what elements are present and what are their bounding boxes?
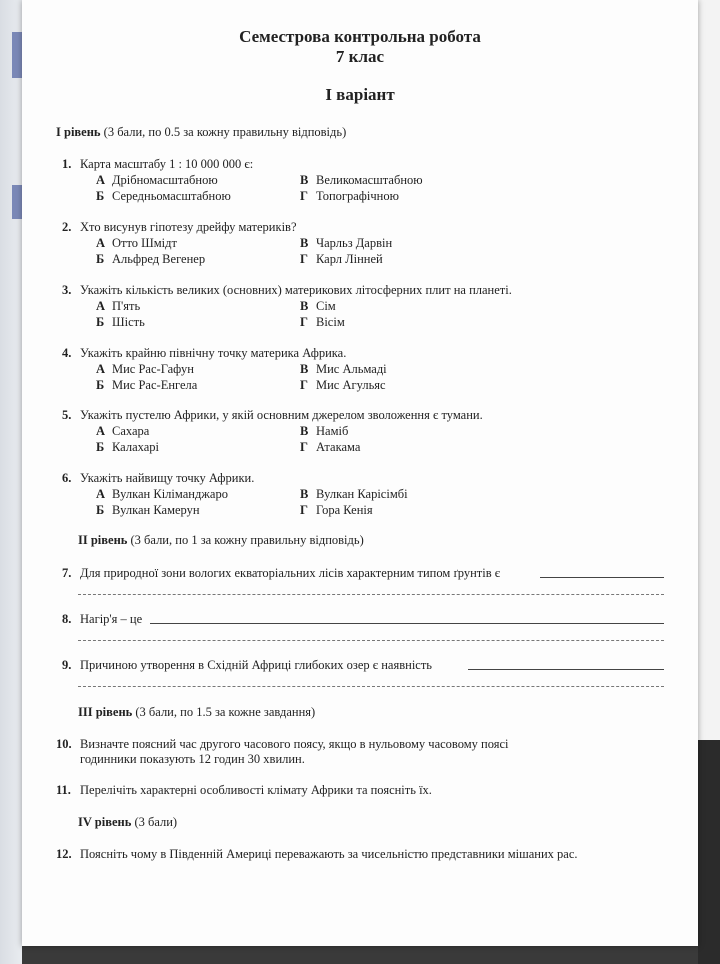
option-text: Вулкан Камерун xyxy=(112,503,200,517)
option-text: Шість xyxy=(112,315,145,329)
background-right-dark xyxy=(698,740,720,964)
answer-line xyxy=(78,594,664,595)
question-number: 3. xyxy=(62,283,72,297)
option-text: Вулкан Кіліманджаро xyxy=(112,487,228,501)
option-v xyxy=(300,486,408,502)
level-note: (3 бали) xyxy=(134,815,178,829)
level-name: ІІ рівень xyxy=(78,533,128,547)
level-name: ІІІ рівень xyxy=(78,705,133,719)
option-letter: Б xyxy=(96,440,105,454)
question-text: Для природної зони вологих екваторіальних лісів характерним типом ґрунтів є xyxy=(80,566,501,580)
option-g xyxy=(300,439,360,455)
question-text: Нагір'я – це xyxy=(80,612,143,626)
option-letter: В xyxy=(300,424,309,438)
option-g xyxy=(300,377,386,393)
question-number: 6. xyxy=(62,471,72,485)
option-text: Великомасштабною xyxy=(316,173,423,187)
option-letter: В xyxy=(300,362,309,376)
option-b xyxy=(96,251,205,267)
option-letter: Г xyxy=(300,189,308,203)
question-text: годинники показують 12 годин 30 хвилин. xyxy=(80,752,305,766)
option-letter: В xyxy=(300,173,309,187)
background-left-strip xyxy=(0,0,22,964)
background-ghost-block xyxy=(12,32,22,78)
option-text: Топографічною xyxy=(316,189,399,203)
doc-variant: І варіант xyxy=(325,85,395,104)
option-b xyxy=(96,377,197,393)
option-letter: Б xyxy=(96,252,105,266)
option-text: Атакама xyxy=(316,440,361,454)
option-text: П'ять xyxy=(112,299,141,313)
question-number: 7. xyxy=(62,566,72,580)
level-1-heading xyxy=(56,124,346,140)
option-letter: В xyxy=(300,487,309,501)
option-g xyxy=(300,251,383,267)
option-letter: А xyxy=(96,173,106,187)
option-letter: Г xyxy=(300,315,308,329)
option-text: Середньомасштабною xyxy=(112,189,231,203)
option-letter: Б xyxy=(96,378,105,392)
option-b xyxy=(96,314,145,330)
option-b xyxy=(96,439,159,455)
level-name: ІV рівень xyxy=(78,815,132,829)
level-3-heading xyxy=(78,704,315,720)
background-right-strip xyxy=(698,0,720,740)
answer-line xyxy=(540,577,664,578)
option-text: Мис Рас-Енгела xyxy=(112,378,198,392)
option-text: Дрібномасштабною xyxy=(112,173,218,187)
question-text: Укажіть кількість великих (основних) материкових літосферних плит на планеті. xyxy=(80,283,512,297)
question-text: Укажіть найвищу точку Африки. xyxy=(80,471,255,485)
option-b xyxy=(96,188,231,204)
option-g xyxy=(300,314,345,330)
question-text: Поясніть чому в Південній Америці переважають за чисельністю представники мішаних рас. xyxy=(80,847,578,861)
question-number: 2. xyxy=(62,220,72,234)
option-letter: А xyxy=(96,487,106,501)
option-v xyxy=(300,361,387,377)
question-number: 8. xyxy=(62,612,72,626)
question-number: 1. xyxy=(62,157,72,171)
option-text: Вулкан Карісімбі xyxy=(316,487,408,501)
option-g xyxy=(300,188,399,204)
option-letter: Г xyxy=(300,503,308,517)
option-letter: Г xyxy=(300,378,308,392)
option-text: Мис Агульяс xyxy=(316,378,386,392)
option-text: Мис Альмаді xyxy=(316,362,387,376)
option-v xyxy=(300,172,423,188)
option-g xyxy=(300,502,373,518)
option-letter: А xyxy=(96,299,106,313)
document-page xyxy=(22,0,698,946)
answer-line xyxy=(78,640,664,641)
option-text: Мис Рас-Гафун xyxy=(112,362,194,376)
question-number: 12. xyxy=(56,847,72,861)
option-text: Гора Кенія xyxy=(316,503,373,517)
question-number: 10. xyxy=(56,737,72,751)
question-text: Перелічіть характерні особливості клімату Африки та поясніть їх. xyxy=(80,783,432,797)
question-text: Укажіть пустелю Африки, у якій основним джерелом зволоження є тумани. xyxy=(80,408,483,422)
option-a xyxy=(96,361,194,377)
question-text: Карта масштабу 1 : 10 000 000 є: xyxy=(80,157,254,171)
question-number: 9. xyxy=(62,658,72,672)
question-text: Укажіть крайню північну точку материка Африка. xyxy=(80,346,347,360)
question-number: 5. xyxy=(62,408,72,422)
level-note: (3 бали, по 0.5 за кожну правильну відповідь) xyxy=(103,125,347,139)
background-ghost-block xyxy=(12,185,22,219)
question-number: 4. xyxy=(62,346,72,360)
option-a xyxy=(96,423,149,439)
option-letter: Г xyxy=(300,440,308,454)
option-text: Альфред Вегенер xyxy=(112,252,206,266)
option-a xyxy=(96,486,228,502)
question-text: Хто висунув гіпотезу дрейфу материків? xyxy=(80,220,297,234)
option-letter: Б xyxy=(96,189,105,203)
level-note: (3 бали, по 1 за кожну правильну відповідь) xyxy=(130,533,364,547)
option-letter: Г xyxy=(300,252,308,266)
option-letter: А xyxy=(96,424,106,438)
option-a xyxy=(96,172,218,188)
level-2-heading xyxy=(78,532,364,548)
option-text: Чарльз Дарвін xyxy=(316,236,393,250)
option-a xyxy=(96,235,177,251)
answer-line xyxy=(468,669,664,670)
option-v xyxy=(300,298,336,314)
doc-title: Семестрова контрольна робота xyxy=(239,27,481,46)
level-4-heading xyxy=(78,814,177,830)
option-v xyxy=(300,235,392,251)
option-letter: Б xyxy=(96,315,105,329)
answer-line xyxy=(78,686,664,687)
option-letter: А xyxy=(96,362,106,376)
option-a xyxy=(96,298,140,314)
question-number: 11. xyxy=(56,783,71,797)
option-text: Отто Шмідт xyxy=(112,236,177,250)
level-name: І рівень xyxy=(56,125,101,139)
option-text: Сахара xyxy=(112,424,150,438)
option-text: Сім xyxy=(316,299,336,313)
answer-line xyxy=(150,623,664,624)
option-v xyxy=(300,423,348,439)
option-b xyxy=(96,502,200,518)
option-letter: Б xyxy=(96,503,105,517)
option-text: Наміб xyxy=(316,424,349,438)
option-letter: А xyxy=(96,236,106,250)
doc-grade: 7 клас xyxy=(335,47,385,66)
question-text: Визначте поясний час другого часового поясу, якщо в нульовому часовому поясі xyxy=(80,737,509,751)
option-letter: В xyxy=(300,299,309,313)
question-text: Причиною утворення в Східній Африці глибоких озер є наявність xyxy=(80,658,433,672)
option-text: Карл Лінней xyxy=(316,252,383,266)
option-letter: В xyxy=(300,236,309,250)
option-text: Калахарі xyxy=(112,440,159,454)
option-text: Вісім xyxy=(316,315,345,329)
level-note: (3 бали, по 1.5 за кожне завдання) xyxy=(135,705,316,719)
